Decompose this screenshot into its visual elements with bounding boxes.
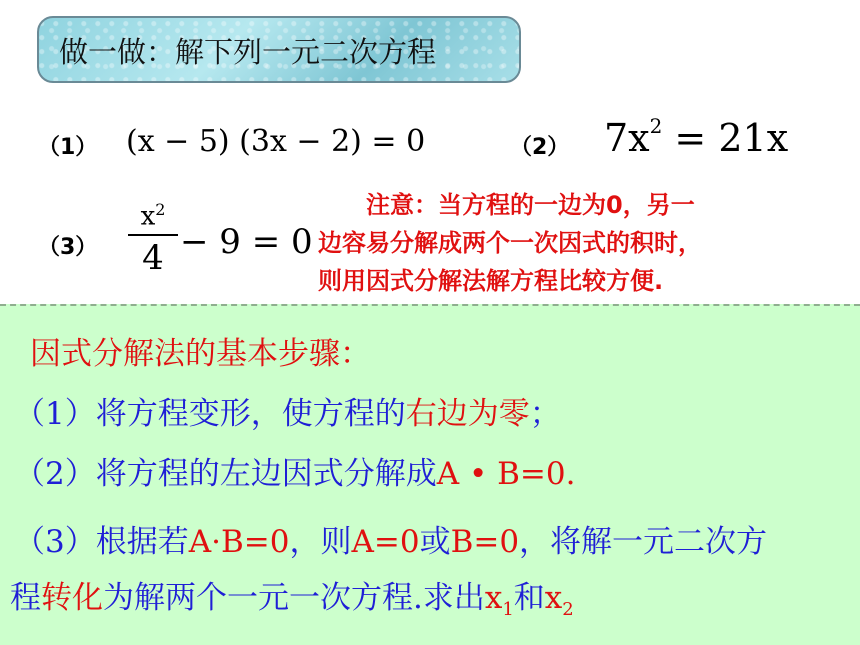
steps-panel bbox=[0, 304, 860, 645]
problem-1-label: （1） bbox=[38, 135, 98, 160]
fraction-numerator: $x^2$ bbox=[140, 200, 166, 232]
step-3-emphasis: 转化 bbox=[41, 580, 103, 616]
numerator-exponent: 2 bbox=[155, 200, 166, 219]
problem-3-label: （3） bbox=[38, 235, 98, 260]
problem-1-equation: (x − 5) (3x − 2) = 0 bbox=[126, 124, 426, 159]
step-1: （1）将方程变形，使方程的右边为零； bbox=[14, 396, 561, 432]
step-2: （2）将方程的左边因式分解成A • B=0. bbox=[14, 456, 576, 492]
steps-title: 因式分解法的基本步骤： bbox=[30, 336, 371, 372]
step-2-emphasis: A • B=0. bbox=[436, 456, 576, 492]
problem-2-rhs: = 21x bbox=[662, 116, 789, 160]
title-banner bbox=[37, 16, 521, 83]
problem-2-exponent: 2 bbox=[649, 114, 663, 138]
note-text bbox=[318, 186, 828, 300]
problem-2-lhs: 7x bbox=[604, 116, 650, 160]
step-3-line-1: （3）根据若A·B=0，则A=0或B=0，将解一元二次方 bbox=[14, 524, 768, 560]
problem-2-equation bbox=[604, 114, 788, 160]
fraction-denominator: 4 bbox=[142, 237, 164, 278]
problem-3-fraction bbox=[128, 200, 178, 278]
page-title: 做一做：解下列一元二次方程 bbox=[59, 35, 437, 69]
problem-2-label: （2） bbox=[510, 135, 570, 160]
fraction-bar bbox=[128, 234, 178, 236]
step-3-line-2: 程转化为解两个一元一次方程.求出$x_1$和$x_2$ bbox=[10, 580, 574, 621]
step-1-emphasis: 右边为零 bbox=[405, 396, 530, 432]
note-line-3: 则用因式分解法解方程比较方便. bbox=[318, 267, 664, 295]
problem-3-rest: − 9 = 0 bbox=[180, 222, 313, 262]
note-line-2: 边容易分解成两个一次因式的积时， bbox=[318, 229, 702, 257]
note-line-1: 注意：当方程的一边为0，另一 bbox=[366, 191, 695, 219]
